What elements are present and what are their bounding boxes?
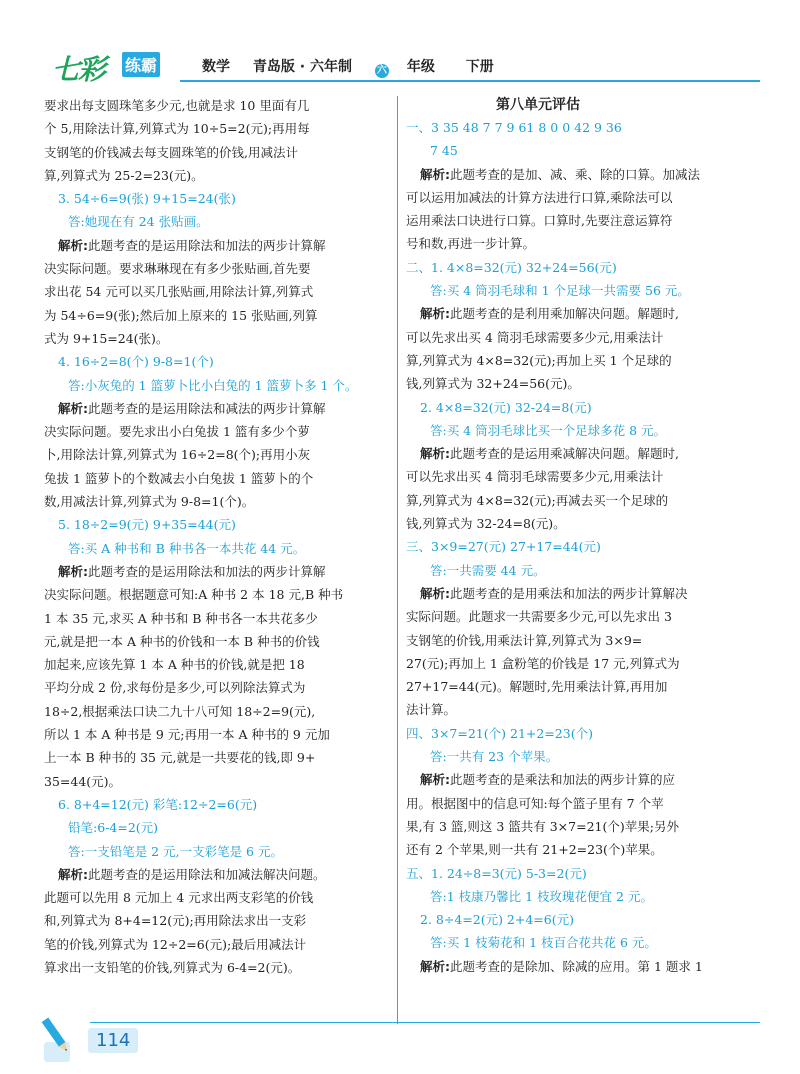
body-text-line: 钱,列算式为 32-24=8(元)。 — [406, 516, 566, 532]
footer-divider — [90, 1022, 760, 1023]
body-text-line: 实际问题。此题求一共需要多少元,可以先求出 3 — [406, 609, 672, 625]
body-text-line: 算求出一支铅笔的价钱,列算式为 6-4=2(元)。 — [44, 959, 301, 975]
analysis-label: 解析: — [420, 166, 450, 182]
answer-line: 答:买 4 筒羽毛球和 1 个足球一共需要 56 元。 — [430, 283, 690, 299]
analysis-line — [406, 955, 758, 978]
body-text-line: 决实际问题。要求琳琳现在有多少张贴画,首先要 — [44, 261, 311, 277]
analysis-line — [406, 582, 758, 605]
body-text-line: 笔的价钱,列算式为 12÷2=6(元);最后用减法计 — [44, 936, 307, 952]
body-text-line: 钱,列算式为 32+24=56(元)。 — [406, 376, 580, 392]
answer-equation: 4. 16÷2=8(个) 9-8=1(个) — [58, 354, 214, 370]
answer-equation: 三、3×9=27(元) 27+17=44(元) — [406, 539, 601, 555]
answer-line: 答:她现在有 24 张贴画。 — [68, 214, 209, 230]
right-content — [406, 116, 758, 978]
body-text-line: 果,有 3 篮,则这 3 篮共有 3×7=21(个)苹果;另外 — [406, 818, 679, 834]
right-column — [406, 94, 758, 978]
body-text-line: 运用乘法口诀进行口算。口算时,先要注意运算符 — [406, 213, 673, 229]
page-number: 114 — [88, 1028, 138, 1053]
analysis-text: 此题考查的是用乘法和加法的两步计算解决 — [450, 585, 688, 601]
analysis-label: 解析: — [58, 563, 88, 579]
body-text-line: 个 5,用除法计算,列算式为 10÷5=2(元);再用每 — [44, 121, 310, 137]
answer-line: 答:买 1 枝菊花和 1 枝百合花共花 6 元。 — [430, 935, 657, 951]
analysis-label: 解析: — [420, 585, 450, 601]
analysis-text: 此题考查的是运用乘减解决问题。解题时, — [450, 446, 679, 462]
analysis-line — [406, 163, 758, 186]
analysis-label: 解析: — [420, 446, 450, 462]
answer-equation: 五、1. 24÷8=3(元) 5-3=2(元) — [406, 865, 587, 881]
pencil-icon — [40, 1012, 74, 1062]
answer-line: 答:小灰兔的 1 篮萝卜比小白兔的 1 篮萝卜多 1 个。 — [68, 377, 358, 393]
answer-equation: 3. 54÷6=9(张) 9+15=24(张) — [58, 191, 236, 207]
analysis-line — [406, 442, 758, 465]
body-text-line: 算,列算式为 4×8=32(元);再减去买一个足球的 — [406, 492, 669, 508]
subject-label: 数学 — [202, 59, 230, 75]
body-text-line: 元,就是把一本 A 种书的价钱和一本 B 种书的价钱 — [44, 633, 320, 649]
body-text-line: 卜,用除法计算,列算式为 16÷2=8(个);再用小灰 — [44, 447, 311, 463]
answer-line: 铅笔:6-4=2(元) — [68, 820, 159, 836]
body-text-line: 法计算。 — [406, 702, 457, 718]
analysis-text: 此题考查的是乘法和加法的两步计算的应 — [450, 772, 676, 788]
body-text-line: 平均分成 2 份,求每份是多少,可以列除法算式为 — [44, 680, 306, 696]
volume-label: 下册 — [465, 59, 494, 75]
answer-equation: 5. 18÷2=9(元) 9+35=44(元) — [58, 517, 236, 533]
analysis-label: 解析: — [58, 866, 88, 882]
analysis-text: 此题考查的是除加、除减的应用。第 1 题求 1 — [450, 958, 703, 974]
body-text-line: 27+17=44(元)。解题时,先用乘法计算,再用加 — [406, 679, 668, 695]
analysis-label: 解析: — [58, 400, 88, 416]
body-text-line: 所以 1 本 A 种书是 9 元;再用一本 A 种书的 9 元加 — [44, 727, 330, 743]
body-text-line: 算,列算式为 4×8=32(元);再加上买 1 个足球的 — [406, 352, 672, 368]
answer-equation: 2. 8÷4=2(元) 2+4=6(元) — [420, 912, 574, 928]
body-text-line: 1 本 35 元,求买 A 种书和 B 种书各一本共花多少 — [44, 610, 318, 626]
body-text-line: 18÷2,根据乘法口诀二九十八可知 18÷2=9(元), — [44, 703, 316, 719]
answer-line: 答:买 4 筒羽毛球比买一个足球多花 8 元。 — [430, 422, 667, 438]
analysis-label: 解析: — [420, 306, 450, 322]
header-divider — [180, 80, 760, 82]
analysis-text: 此题考查的是利用乘加解决问题。解题时, — [450, 306, 679, 322]
body-text-line: 加起来,应该先算 1 本 A 种书的价钱,就是把 18 — [44, 657, 305, 673]
body-text-line: 还有 2 个苹果,则一共有 21+2=23(个)苹果。 — [406, 842, 663, 858]
section-title: 第八单元评估 — [496, 97, 580, 113]
body-text-line: 数,用减法计算,列算式为 9-8=1(个)。 — [44, 494, 255, 510]
answer-line: 答:一共有 23 个苹果。 — [430, 749, 559, 765]
body-text-line: 支钢笔的价钱减去每支圆珠笔的价钱,用减法计 — [44, 144, 298, 160]
body-text-line: 和,列算式为 8+4=12(元);再用除法求出一支彩 — [44, 913, 307, 929]
answer-line: 答:一支铅笔是 2 元,一支彩笔是 6 元。 — [68, 843, 283, 859]
brand-logo — [52, 42, 192, 86]
edition-label: 青岛版 · 六年制 — [252, 59, 352, 75]
answer-equation: 四、3×7=21(个) 21+2=23(个) — [406, 725, 593, 741]
grade-badge: 六 — [376, 65, 387, 76]
body-text-line: 求出花 54 元可以买几张贴画,用除法计算,列算式 — [44, 284, 314, 300]
analysis-line — [44, 560, 404, 583]
body-text-line: 上一本 B 种书的 35 元,就是一共要花的钱,即 9+ — [44, 750, 316, 766]
answer-line: 答:一共需要 44 元。 — [430, 562, 546, 578]
logo-box-text: 练霸 — [122, 52, 160, 77]
analysis-text: 此题考查的是加、减、乘、除的口算。加减法 — [450, 166, 701, 182]
analysis-text: 此题考查的是运用除法和加减法解决问题。 — [88, 866, 326, 882]
analysis-text: 此题考查的是运用除法和加法的两步计算解 — [88, 237, 326, 253]
body-text-line: 35=44(元)。 — [44, 773, 122, 789]
analysis-label: 解析: — [420, 772, 450, 788]
analysis-label: 解析: — [58, 237, 88, 253]
analysis-line — [44, 397, 404, 420]
body-text-line: 兔拔 1 篮萝卜的个数减去小白兔拔 1 篮萝卜的个 — [44, 470, 314, 486]
book-info — [202, 56, 512, 78]
body-text-line: 式为 9+15=24(张)。 — [44, 330, 169, 346]
analysis-line — [44, 863, 404, 886]
answer-line: 答:买 A 种书和 B 种书各一本共花 44 元。 — [68, 540, 306, 556]
body-text-line: 算,列算式为 25-2=23(元)。 — [44, 167, 204, 183]
left-column — [44, 94, 404, 979]
answer-line: 7 45 — [430, 143, 458, 159]
column-divider — [397, 96, 398, 1024]
body-text-line: 用。根据图中的信息可知:每个篮子里有 7 个苹 — [406, 795, 664, 811]
grade-label: 六 年级 — [376, 59, 435, 76]
analysis-text: 此题考查的是运用除法和加法的两步计算解 — [88, 563, 326, 579]
analysis-line — [406, 302, 758, 325]
body-text-line: 支钢笔的价钱,用乘法计算,列算式为 3×9= — [406, 632, 643, 648]
answer-equation: 2. 4×8=32(元) 32-24=8(元) — [420, 399, 592, 415]
body-text-line: 要求出每支圆珠笔多少元,也就是求 10 里面有几 — [44, 98, 310, 113]
answer-equation: 二、1. 4×8=32(元) 32+24=56(元) — [406, 259, 617, 275]
page-header — [0, 0, 800, 90]
body-text-line: 可以运用加减法的计算方法进行口算,乘除法可以 — [406, 189, 673, 205]
answer-equation: 6. 8+4=12(元) 彩笔:12÷2=6(元) — [58, 796, 258, 812]
body-text-line: 可以先求出买 4 筒羽毛球需要多少元,用乘法计 — [406, 469, 664, 485]
analysis-line — [406, 768, 758, 791]
analysis-line — [44, 234, 404, 257]
body-text-line: 决实际问题。根据题意可知:A 种书 2 本 18 元,B 种书 — [44, 587, 344, 603]
answer-line: 答:1 枝康乃馨比 1 枝玫瑰花便宜 2 元。 — [430, 888, 653, 904]
body-text-line: 号和数,再进一步计算。 — [406, 236, 535, 252]
body-text-line: 此题可以先用 8 元加上 4 元求出两支彩笔的价钱 — [44, 890, 314, 906]
analysis-text: 此题考查的是运用除法和减法的两步计算解 — [88, 400, 326, 416]
body-text-line: 27(元);再加上 1 盒粉笔的价钱是 17 元,列算式为 — [406, 655, 680, 671]
analysis-label: 解析: — [420, 958, 450, 974]
body-text-line: 为 54÷6=9(张);然后加上原来的 15 张贴画,列算 — [44, 307, 318, 323]
body-text-line: 可以先求出买 4 筒羽毛球需要多少元,用乘法计 — [406, 329, 664, 345]
body-text-line: 决实际问题。要先求出小白兔拔 1 篮有多少个萝 — [44, 424, 310, 440]
logo-main-text: 七彩 — [52, 53, 105, 86]
answer-equation: 一、3 35 48 7 7 9 61 8 0 0 42 9 36 — [406, 120, 622, 135]
